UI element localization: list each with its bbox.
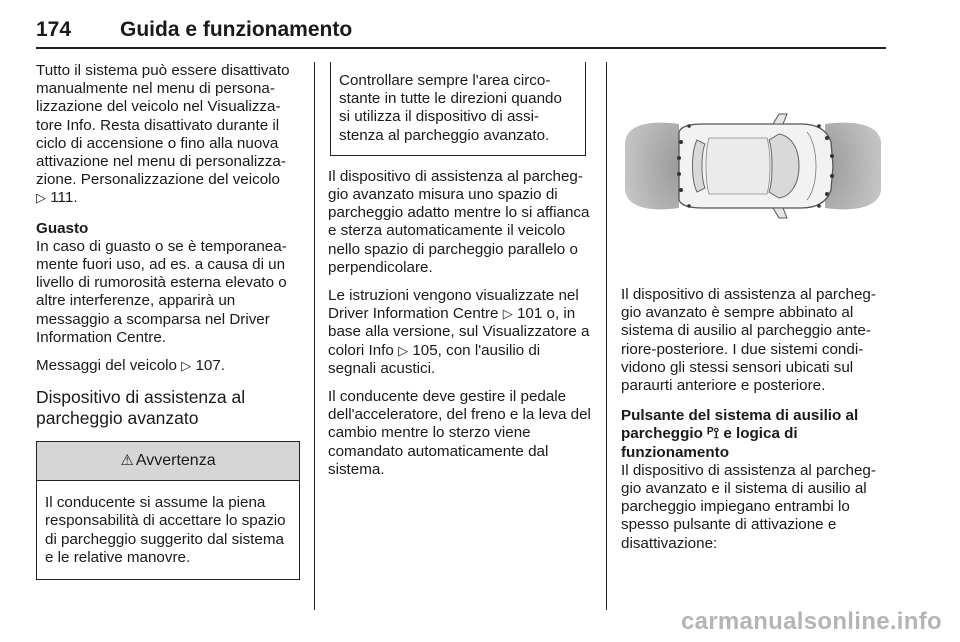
column-divider [606,62,607,610]
column-left [36,62,300,580]
column-right [621,62,887,553]
page-reference[interactable]: 111. [50,189,78,207]
warning-text: Il conducente si assume la piena responsabilità di accettare lo spazio di parcheggio suggerito dal sistema e le relative manovre. [45,494,286,566]
note-box: Controllare sempre l'area circostante in tutte le direzioni quando si utilizza il dispositivo di assistenza al parcheggio avanzato. [330,62,586,156]
page-title: Guida e funzionamento [120,18,353,41]
warning-box [36,441,300,580]
parking-assist-icon: ᴾ⟟ [707,425,720,443]
paragraph-1: Il dispositivo di assistenza al parcheggio avanzato e il sistema di ausilio al parcheggio impiegano entrambi lo spesso pulsante di attivazione e disattivazione: [621,461,876,552]
warning-triangle-icon: ⚠ [120,452,134,470]
column-middle [328,62,592,479]
reference-arrow-icon: ▷ [36,190,46,206]
rear-sensor-zone [625,123,679,210]
page-number: 174 [36,18,72,41]
messages-paragraph: Messaggi del veicolo ▷ 107. [36,357,226,375]
reference-arrow-icon: ▷ [181,358,192,374]
page-header [36,0,886,51]
paragraph-1: Il dispositivo di assistenza al parcheggio avanzato misura uno spazio di parcheggio adatto mentre lo si affianca e sterza automaticamente il veicolo nello spazio di parcheggio parallelo o perpendicolare. [328,167,590,276]
section-title: Dispositivo di assistenza al parcheggio avanzato [36,387,246,429]
watermark: carmanualsonline.info [680,608,942,635]
subheading: Pulsante del sistema di ausilio al parcheggio ᴾ⟟ e logica di funzionamento [621,407,859,461]
reference-arrow-icon: ▷ [398,342,409,358]
reference-arrow-icon: ▷ [502,306,513,322]
header-rule [36,47,886,49]
warning-header [37,441,299,481]
column-divider [314,62,315,610]
figure-caption: Il dispositivo di assistenza al parcheggio avanzato è sempre abbinato al sistema di ausilio al parcheggio anteriore-posteriore. I due sistemi condividono gli stessi sensori ubicati sul paraurti anteriore e posteriore. [621,286,876,395]
fault-heading: Guasto [36,219,89,237]
fault-paragraph: In caso di guasto o se è temporaneamente fuori uso, ad es. a causa di un livello di rumorosità esterna elevato o altre interferenze, apparirà un messaggio a scomparsa nel Driver Information Centre. [36,237,287,346]
paragraph-3: Il conducente deve gestire il pedale dell'acceleratore, del freno e la leva del cambio mentre lo sterzo viene comandato automaticamente dal sistema. [328,388,591,478]
intro-paragraph: Tutto il sistema può essere disattivato manualmente nel menu di personalizzazione del veicolo nel Visualizzatore Info. Resta disattivato durante il ciclo di accensione o fino alla nuova attivazione nel menu di personalizzazione. Personalizzazione del veicolo ▷ 111. [36,62,290,207]
warning-title: Avvertenza [135,452,216,470]
parking-sensor-figure [621,62,885,272]
page-reference[interactable]: 107. [195,357,226,375]
paragraph-2: Le istruzioni vengono visualizzate nel Driver Information Centre ▷ 101 o, in base alla versione, sul Visualizzatore a colori Info ▷ 105, con l'ausilio di segnali acustici. [328,287,590,377]
